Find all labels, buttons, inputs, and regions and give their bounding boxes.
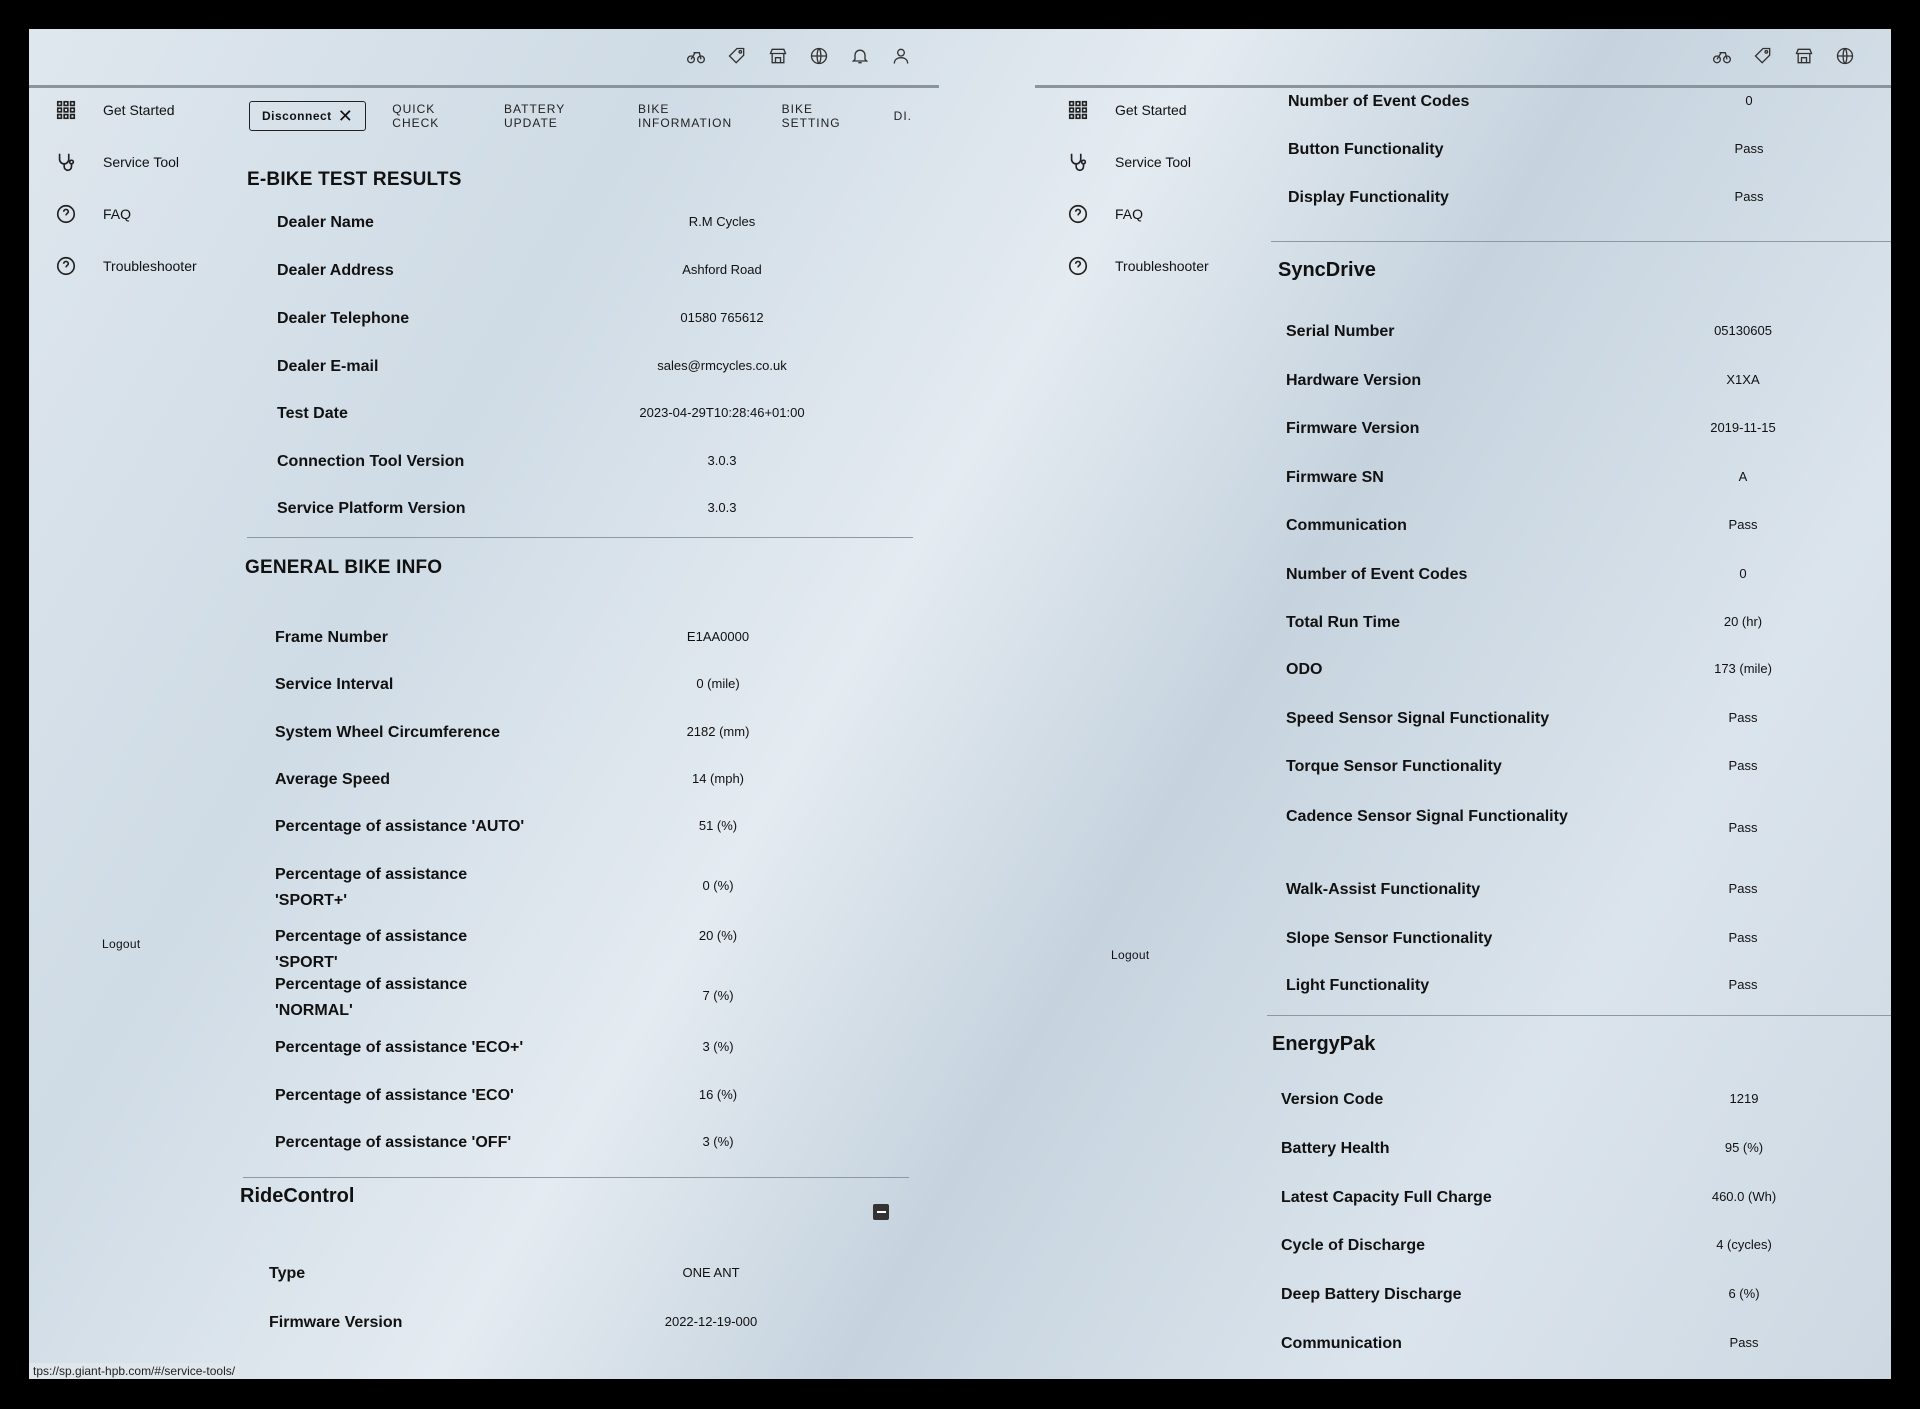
row-label-torque-sensor-functionality: Torque Sensor Functionality	[1286, 758, 1502, 775]
row-label-type: Type	[269, 1265, 306, 1282]
help-circle-icon	[53, 201, 79, 227]
row-label-number-of-event-codes: Number of Event Codes	[1288, 93, 1470, 110]
user-icon[interactable]	[890, 45, 912, 67]
row-label-cycle-of-discharge: Cycle of Discharge	[1281, 1237, 1426, 1254]
row-label-number-of-event-codes: Number of Event Codes	[1286, 566, 1468, 583]
divider	[247, 537, 913, 538]
row-label-frame-number: Frame Number	[275, 629, 388, 646]
row-label-total-run-time: Total Run Time	[1286, 614, 1401, 631]
row-label-cadence-sensor-signal-functionality: Cadence Sensor Signal Functionality	[1286, 808, 1568, 825]
top-bar	[1035, 29, 1891, 88]
row-value-frame-number: E1AA0000	[686, 629, 750, 644]
row-value-connection-tool-version: 3.0.3	[707, 453, 737, 468]
top-bar	[29, 29, 939, 88]
row-label-test-date: Test Date	[277, 405, 348, 422]
row-label-slope-sensor-functionality: Slope Sensor Functionality	[1286, 930, 1493, 947]
row-label-firmware-sn: Firmware SN	[1286, 469, 1384, 486]
section-title-ridecontrol: RideControl	[240, 1185, 355, 1207]
row-value-firmware-version: 2022-12-19-000	[664, 1314, 758, 1329]
row-label-dealer-telephone: Dealer Telephone	[277, 310, 410, 327]
sidebar-item-service-tool[interactable]	[53, 149, 179, 175]
row-label-walk-assist-functionality: Walk-Assist Functionality	[1286, 881, 1481, 898]
row-value-walk-assist-functionality: Pass	[1728, 881, 1758, 896]
row-value-hardware-version: X1XA	[1726, 372, 1760, 387]
row-label-communication: Communication	[1286, 517, 1407, 534]
sidebar-item-label: FAQ	[103, 206, 132, 222]
row-value-slope-sensor-functionality: Pass	[1728, 930, 1758, 945]
disconnect-label: Disconnect	[262, 109, 332, 123]
row-label-service-interval: Service Interval	[275, 676, 394, 693]
help-circle-icon	[1065, 201, 1091, 227]
row-value-percentage-of-assistance-eco: 3 (%)	[702, 1039, 734, 1054]
left-page	[29, 29, 939, 1379]
sidebar-item-label: Get Started	[103, 102, 175, 118]
disconnect-button[interactable]	[249, 101, 366, 131]
row-value-total-run-time: 20 (hr)	[1723, 614, 1763, 629]
row-label-hardware-version: Hardware Version	[1286, 372, 1422, 389]
sidebar-item-faq[interactable]	[53, 201, 131, 227]
row-label-button-functionality: Button Functionality	[1288, 141, 1444, 158]
row-value-type: ONE ANT	[682, 1265, 740, 1280]
row-label-dealer-name: Dealer Name	[277, 214, 374, 231]
tag-icon[interactable]	[1752, 45, 1774, 67]
row-value-display-functionality: Pass	[1734, 189, 1764, 204]
section-title-general-bike-info: GENERAL BIKE INFO	[245, 557, 443, 578]
row-label-odo: ODO	[1286, 661, 1323, 678]
row-value-dealer-name: R.M Cycles	[688, 214, 756, 229]
row-value-percentage-of-assistance-sport: 0 (%)	[702, 878, 734, 893]
tab-bike-setting[interactable]: BIKE SETTING	[781, 102, 841, 130]
printed-sheet	[29, 29, 1891, 1379]
close-icon: ✕	[337, 105, 354, 126]
right-page	[1035, 29, 1891, 1379]
row-label-deep-battery-discharge: Deep Battery Discharge	[1281, 1286, 1462, 1303]
row-value-communication: Pass	[1728, 517, 1758, 532]
row-value-number-of-event-codes: 0	[1745, 93, 1753, 108]
row-value-latest-capacity-full-charge: 460.0 (Wh)	[1711, 1189, 1777, 1204]
row-value-test-date: 2023-04-29T10:28:46+01:00	[639, 405, 805, 420]
help-circle-icon	[53, 253, 79, 279]
tab-diagnostics[interactable]: DI.	[893, 109, 912, 123]
sidebar-item-service-tool[interactable]	[1065, 149, 1191, 175]
row-label-connection-tool-version: Connection Tool Version	[277, 453, 465, 470]
divider	[1271, 241, 1891, 242]
row-label-percentage-of-assistance-sport: Percentage of assistance 'SPORT+'	[275, 866, 468, 909]
row-value-dealer-e-mail: sales@rmcycles.co.uk	[657, 358, 787, 373]
row-label-percentage-of-assistance-sport: Percentage of assistance 'SPORT'	[275, 928, 468, 971]
row-value-cycle-of-discharge: 4 (cycles)	[1716, 1237, 1772, 1252]
collapse-icon[interactable]	[873, 1204, 889, 1220]
sidebar-item-get-started[interactable]	[53, 97, 175, 123]
row-label-firmware-version: Firmware Version	[269, 1314, 403, 1331]
nav-tabs	[249, 101, 939, 131]
row-value-percentage-of-assistance-sport: 20 (%)	[698, 928, 738, 943]
store-icon[interactable]	[1793, 45, 1815, 67]
row-value-percentage-of-assistance-normal: 7 (%)	[702, 988, 734, 1003]
bike-icon[interactable]	[685, 45, 707, 67]
sidebar-item-get-started[interactable]	[1065, 97, 1187, 123]
top-icons	[1711, 45, 1856, 67]
row-label-serial-number: Serial Number	[1286, 323, 1395, 340]
tab-bike-information[interactable]: BIKE INFORMATION	[638, 102, 733, 130]
divider	[1267, 1015, 1891, 1016]
row-label-system-wheel-circumference: System Wheel Circumference	[275, 724, 500, 741]
row-value-percentage-of-assistance-auto: 51 (%)	[698, 818, 738, 833]
stethoscope-icon	[53, 149, 79, 175]
row-value-button-functionality: Pass	[1734, 141, 1764, 156]
grid-icon	[53, 97, 79, 123]
top-icons	[685, 45, 912, 67]
sidebar-item-label: Service Tool	[1115, 154, 1192, 170]
row-value-number-of-event-codes: 0	[1739, 566, 1747, 581]
row-value-percentage-of-assistance-eco: 16 (%)	[698, 1087, 738, 1102]
row-label-percentage-of-assistance-auto: Percentage of assistance 'AUTO'	[275, 818, 525, 835]
status-url: tps://sp.giant-hpb.com/#/service-tools/	[29, 1363, 239, 1379]
row-value-version-code: 1219	[1729, 1091, 1759, 1106]
row-label-light-functionality: Light Functionality	[1286, 977, 1430, 994]
row-value-deep-battery-discharge: 6 (%)	[1728, 1286, 1760, 1301]
row-value-light-functionality: Pass	[1728, 977, 1758, 992]
row-label-percentage-of-assistance-eco: Percentage of assistance 'ECO+'	[275, 1039, 524, 1056]
help-circle-icon	[1065, 253, 1091, 279]
row-label-percentage-of-assistance-off: Percentage of assistance 'OFF'	[275, 1134, 512, 1151]
row-value-firmware-sn: A	[1738, 469, 1748, 484]
sidebar-item-label: Troubleshooter	[103, 258, 197, 274]
sidebar-item-label: Service Tool	[103, 154, 180, 170]
tag-icon[interactable]	[726, 45, 748, 67]
row-value-dealer-address: Ashford Road	[682, 262, 762, 277]
row-value-cadence-sensor-signal-functionality: Pass	[1728, 820, 1758, 835]
section-title-energypak: EnergyPak	[1272, 1033, 1376, 1055]
tab-battery-update[interactable]: BATTERY UPDATE	[504, 102, 566, 130]
store-icon[interactable]	[767, 45, 789, 67]
row-value-communication: Pass	[1729, 1335, 1759, 1350]
section-title-syncdrive: SyncDrive	[1278, 259, 1376, 281]
row-value-service-platform-version: 3.0.3	[707, 500, 737, 515]
sidebar-item-label: Get Started	[1115, 102, 1187, 118]
row-label-dealer-e-mail: Dealer E-mail	[277, 358, 379, 375]
row-value-percentage-of-assistance-off: 3 (%)	[702, 1134, 734, 1149]
globe-icon[interactable]	[808, 45, 830, 67]
row-label-speed-sensor-signal-functionality: Speed Sensor Signal Functionality	[1286, 710, 1550, 727]
globe-icon[interactable]	[1834, 45, 1856, 67]
sidebar-item-label: Troubleshooter	[1115, 258, 1209, 274]
row-value-odo: 173 (mile)	[1714, 661, 1772, 676]
stethoscope-icon	[1065, 149, 1091, 175]
row-value-service-interval: 0 (mile)	[696, 676, 740, 691]
tab-quick-check[interactable]: QUICK CHECK	[392, 102, 440, 130]
row-value-average-speed: 14 (mph)	[691, 771, 745, 786]
grid-icon	[1065, 97, 1091, 123]
row-label-percentage-of-assistance-eco: Percentage of assistance 'ECO'	[275, 1087, 514, 1104]
logout-link[interactable]: Logout	[1111, 948, 1150, 962]
section-title-ebike-test-results: E-BIKE TEST RESULTS	[247, 169, 462, 190]
sidebar-item-troubleshooter[interactable]	[1065, 253, 1209, 279]
row-label-latest-capacity-full-charge: Latest Capacity Full Charge	[1281, 1189, 1492, 1206]
row-label-service-platform-version: Service Platform Version	[277, 500, 466, 517]
row-value-firmware-version: 2019-11-15	[1710, 420, 1776, 435]
row-value-torque-sensor-functionality: Pass	[1728, 758, 1758, 773]
bell-icon[interactable]	[849, 45, 871, 67]
row-value-speed-sensor-signal-functionality: Pass	[1728, 710, 1758, 725]
row-value-dealer-telephone: 01580 765612	[680, 310, 764, 325]
row-label-display-functionality: Display Functionality	[1288, 189, 1449, 206]
row-label-average-speed: Average Speed	[275, 771, 391, 788]
row-label-firmware-version: Firmware Version	[1286, 420, 1420, 437]
logout-link[interactable]: Logout	[102, 937, 141, 951]
row-label-dealer-address: Dealer Address	[277, 262, 394, 279]
row-label-battery-health: Battery Health	[1281, 1140, 1390, 1157]
divider	[243, 1177, 909, 1178]
row-label-percentage-of-assistance-normal: Percentage of assistance 'NORMAL'	[275, 976, 468, 1019]
row-label-communication: Communication	[1281, 1335, 1402, 1352]
row-value-serial-number: 05130605	[1714, 323, 1772, 338]
row-label-version-code: Version Code	[1281, 1091, 1384, 1108]
sidebar-item-troubleshooter[interactable]	[53, 253, 197, 279]
sidebar-item-faq[interactable]	[1065, 201, 1143, 227]
row-value-system-wheel-circumference: 2182 (mm)	[686, 724, 750, 739]
sidebar-item-label: FAQ	[1115, 206, 1144, 222]
bike-icon[interactable]	[1711, 45, 1733, 67]
row-value-battery-health: 95 (%)	[1724, 1140, 1764, 1155]
